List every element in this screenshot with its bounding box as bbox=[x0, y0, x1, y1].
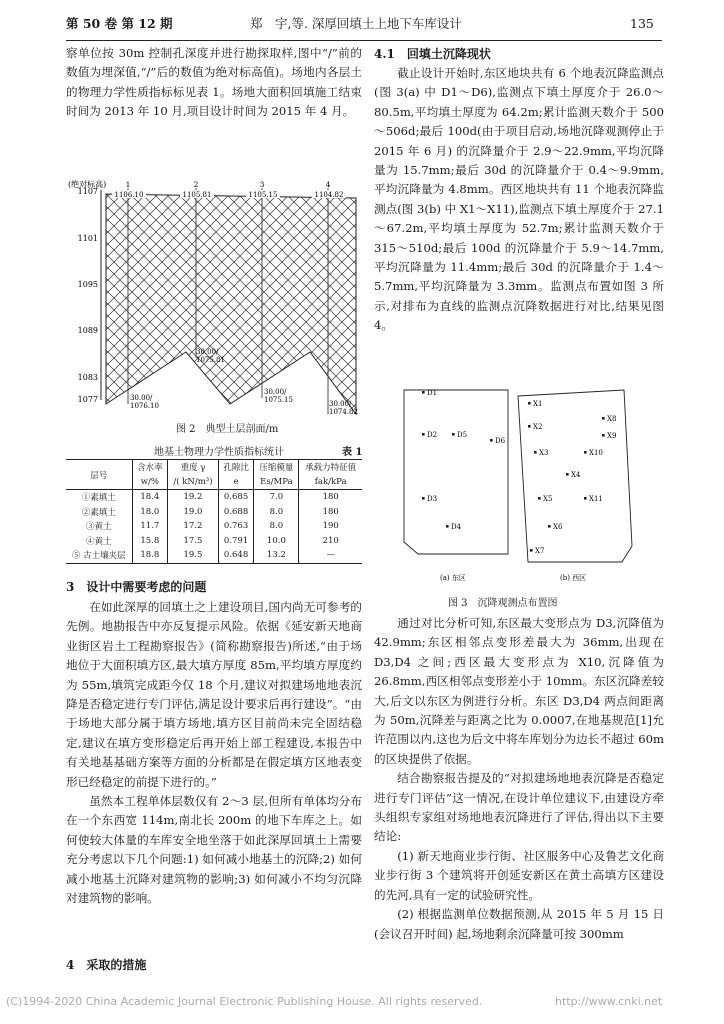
figure-2-soil-profile bbox=[66, 178, 366, 416]
borehole-bottom-label: 30.00/ 1075.81 bbox=[196, 348, 225, 364]
ytick: 1077 bbox=[77, 395, 98, 404]
header-rule bbox=[66, 40, 662, 41]
point-X4 bbox=[566, 471, 581, 479]
borehole-bottom-label: 30.00/ 1075.15 bbox=[264, 388, 293, 404]
cell-value: 17.2 bbox=[168, 519, 219, 534]
cell-value: 8.0 bbox=[254, 505, 299, 520]
cell-value: 18.0 bbox=[132, 505, 168, 520]
svg-text:X2: X2 bbox=[533, 423, 543, 431]
cell-layer: ③黄土 bbox=[86, 522, 112, 533]
th-modulus: 压缩模量 bbox=[254, 460, 299, 475]
fig2-yticks bbox=[78, 187, 98, 404]
cell-value: 0.685 bbox=[218, 490, 254, 505]
cell-value: 15.8 bbox=[132, 534, 168, 549]
point-D2 bbox=[422, 431, 437, 439]
borehole-top-label: 1104.82 bbox=[314, 191, 344, 199]
table-row bbox=[66, 534, 362, 549]
th-bearing-unit: fak/kPa bbox=[299, 475, 362, 490]
figure-3-monitoring-points bbox=[400, 386, 640, 586]
svg-text:D4: D4 bbox=[451, 523, 462, 531]
svg-text:D6: D6 bbox=[495, 437, 506, 445]
figure-3-caption: 图 3 沉降观测点布置图 bbox=[448, 598, 558, 609]
point-X3 bbox=[534, 449, 548, 457]
svg-text:X3: X3 bbox=[539, 449, 549, 457]
th-gamma-unit: /( kN/m³) bbox=[168, 475, 219, 490]
cell-layer: ⑤ 古土壤夹层 bbox=[66, 548, 132, 563]
figure-2-caption: 图 2 典型土层剖面/m bbox=[176, 424, 279, 435]
point-X2 bbox=[528, 423, 542, 431]
cell-value: 180 bbox=[299, 505, 362, 520]
cell-value: 180 bbox=[299, 490, 362, 505]
borehole-number: 3 bbox=[259, 180, 265, 189]
cell-value: 17.5 bbox=[168, 534, 219, 549]
borehole-bottom-label: 30.00/ 1074.82 bbox=[329, 400, 358, 416]
section-4-heading: 4 采取的措施 bbox=[66, 958, 147, 972]
th-water: 含水率 bbox=[132, 460, 168, 475]
svg-text:X10: X10 bbox=[589, 449, 603, 457]
borehole-top-label: 1105.15 bbox=[248, 191, 278, 199]
borehole-number: 2 bbox=[193, 180, 199, 189]
svg-text:X7: X7 bbox=[535, 547, 545, 555]
cell-value: 18.8 bbox=[132, 548, 168, 563]
svg-text:D1: D1 bbox=[427, 389, 438, 397]
borehole-number: 1 bbox=[125, 180, 131, 189]
point-X7 bbox=[530, 547, 544, 555]
cell-value: 18.4 bbox=[132, 490, 168, 505]
cnki-url: http://www.cnki.net bbox=[555, 995, 663, 1008]
right-body-continued: 通过对比分析可知,东区最大变形点为 D3,沉降值为 42.9mm;东区相邻点变形差最大为 36mm,出现在 D3,D4 之间;西区最大变形点为 X10,沉降值为 26.8mm,西区相邻点变形差小于 10mm。东区沉降差较大,后文以东区为例进行分析。东区 D3,D4 两点间距离为 50m,沉降差与距离之比为 0.0007,在地基规范[1]允许范围以内,这也为后文中将车库划分为边长不超过 60m 的区块提供了依据。 结合勘察报告提及的“对拟建场地地表沉降是否稳定进行专门评估”这一情况,在设计单位建议下,由建设方牵头组织专家组对场地地表沉降进行了评估,得出以下主要结论: (1) 新天地商业步行街、社区服务中心及鲁艺文化商业步行街 3 个建筑将开创延安新区在黄土高填方区建设的先河,具有一定的试验研究性。 (2) 根据监测单位数据预测,从 2015 年 5 月 15 日(会议召开时间) 起,场地剩余沉降量可按 300mm bbox=[374, 616, 664, 941]
svg-text:X11: X11 bbox=[589, 495, 603, 503]
section-4-1-heading: 4.1 回填土沉降现状 bbox=[374, 47, 491, 61]
point-X1 bbox=[528, 400, 542, 408]
point-X9 bbox=[602, 432, 616, 440]
cell-value: 190 bbox=[299, 519, 362, 534]
cell-value: 0.763 bbox=[218, 519, 254, 534]
running-title: 郑 宇,等. 深厚回填土上地下车库设计 bbox=[250, 16, 462, 31]
cell-value: 7.0 bbox=[254, 490, 299, 505]
borehole-number: 4 bbox=[325, 180, 331, 189]
cell-value: 10.0 bbox=[254, 534, 299, 549]
cell-value: 0.791 bbox=[218, 534, 254, 549]
table-row bbox=[66, 519, 362, 534]
point-X5 bbox=[538, 495, 552, 503]
cell-value: 19.2 bbox=[168, 490, 219, 505]
copyright-footer: (C)1994-2020 China Academic Journal Electronic Publishing House. All rights reserved. bbox=[6, 995, 483, 1008]
subcaption-b: (b) 西区 bbox=[560, 574, 587, 582]
cell-layer: ④黄土 bbox=[86, 536, 112, 547]
journal-issue: 第 50 卷 第 12 期 bbox=[66, 16, 173, 31]
table-1 bbox=[66, 459, 362, 564]
fig2-ylabel: (绝对标高) bbox=[68, 180, 107, 189]
cell-value: 19.5 bbox=[168, 548, 219, 563]
cell-value: 0.688 bbox=[218, 505, 254, 520]
svg-text:D2: D2 bbox=[427, 431, 438, 439]
th-layer: 层号 bbox=[66, 460, 132, 490]
th-modulus-unit: Es/MPa bbox=[254, 475, 299, 490]
point-X10 bbox=[584, 449, 603, 457]
svg-text:D5: D5 bbox=[457, 431, 468, 439]
cell-layer: ①素填土 bbox=[81, 493, 116, 504]
section-3-heading: 3 设计中需要考虑的问题 bbox=[66, 580, 207, 594]
svg-text:D3: D3 bbox=[427, 495, 438, 503]
table-row bbox=[66, 548, 362, 563]
cell-value: 0.648 bbox=[218, 548, 254, 563]
svg-text:X9: X9 bbox=[607, 432, 617, 440]
fig2-fill-zone bbox=[106, 194, 356, 414]
svg-text:X4: X4 bbox=[571, 471, 581, 479]
table-row bbox=[66, 505, 362, 520]
cell-value: 8.0 bbox=[254, 519, 299, 534]
ytick: 1083 bbox=[77, 373, 98, 382]
cell-value: 13.2 bbox=[254, 548, 299, 563]
th-bearing: 承载力特征值 bbox=[299, 460, 362, 475]
th-water-unit: w/% bbox=[132, 475, 168, 490]
th-gamma: 重度 γ bbox=[168, 460, 219, 475]
table-row bbox=[66, 490, 362, 505]
point-X11 bbox=[584, 495, 603, 503]
point-X6 bbox=[548, 523, 563, 531]
ytick: 1095 bbox=[77, 280, 98, 289]
ytick: 1107 bbox=[77, 187, 98, 196]
subcaption-a: (a) 东区 bbox=[440, 574, 466, 582]
svg-text:X6: X6 bbox=[553, 523, 563, 531]
svg-text:X1: X1 bbox=[533, 400, 543, 408]
cell-value: 210 bbox=[299, 534, 362, 549]
point-D5 bbox=[452, 431, 467, 439]
cell-value: 11.7 bbox=[132, 519, 168, 534]
th-void: 孔隙比 bbox=[218, 460, 254, 475]
point-D6 bbox=[490, 437, 506, 445]
cell-layer: ②素填土 bbox=[81, 507, 116, 518]
point-X8 bbox=[602, 415, 616, 423]
section-3-body: 在如此深厚的回填土之上建设项目,国内尚无可参考的先例。地勘报告中亦反复提示风险。依据《延安新天地商业街区岩土工程勘察报告》(简称勘察报告)所述,“由于场地位于大面积填方区,最大填方厚度 85m,平均填方厚度约为 55m,填筑完成距今仅 18 个月,建议对拟建场地地表沉降是否稳定进行专门评估,满足设计要求后再行建设”。“由于场地大部分属于填方场地,填方区目前尚未完全固结稳定,建议在填方变形稳定后再开始上部工程建设,本报告中有关地基基础方案等方面的分析都是在假定填方区地表变形已经稳定的前提下进行的。” 虽然本工程单体层数仅有 2～3 层,但所有单体均分布在一个东西宽 114m,南北长 200m 的地下车库之上。如何使较大体量的车库安全地坐落于如此深厚回填土上需要充分考虑以下几个问题:1) 如何减小地基土的沉降;2) 如何减小地基土沉降对建筑物的影响;3) 如何减小不均匀沉降对建筑物的影响。 bbox=[66, 600, 362, 906]
cell-value: — bbox=[299, 548, 362, 563]
borehole-bottom-label: 30.00/ 1076.10 bbox=[130, 394, 159, 410]
page-number: 135 bbox=[630, 16, 654, 31]
svg-text:X5: X5 bbox=[543, 495, 553, 503]
ytick: 1101 bbox=[77, 234, 98, 243]
cell-value: 19.0 bbox=[168, 505, 219, 520]
section-4-1-body: 截止设计开始时,东区地块共有 6 个地表沉降监测点(图 3(a) 中 D1～D6),监测点下填土厚度介于 26.0～80.5m,平均填土厚度为 64.2m;累计监测天数介于 500～506d;最后 100d(由于项目启动,场地沉降观测停止于 2015 年 6 月) 的沉降量介于 2.9～22.9mm,平均沉降量为 15.7mm;最后 30d 的沉降量介于 0.4～9.9mm,平均沉降量为 4.8mm。西区地块共有 11 个地表沉降监测点(图 3(b) 中 X1～X11),监测点下填土厚度介于 27.1～67.2m,平均填土厚度为 52.7m;累计监测天数介于 315～510d;最后 100d 的沉降量介于 5.9～14.7mm,平均沉降量为 11.4mm;最后 30d 的沉降量介于 1.4～5.7mm,平均沉降量为 3.3mm。监测点布置如图 3 所示,对排布为直线的监测点沉降数据进行对比,结果见图 4。 bbox=[374, 66, 664, 333]
table-1-title: 地基土物理力学性质指标统计 bbox=[154, 447, 284, 458]
left-intro-paragraph: 察单位按 30m 控制孔深度并进行勘探取样,图中“/”前的数值为埋深值,“/”后的数值为绝对标高值)。场地内各层土的物理力学性质指标标见表 1。场地大面积回填施工结束时间为 2013 年 10 月,项目设计时间为 2015 年 4 月。 bbox=[66, 46, 362, 119]
borehole-top-label: 1105.81 bbox=[182, 191, 212, 199]
svg-text:X8: X8 bbox=[607, 415, 617, 423]
point-D4 bbox=[446, 523, 462, 531]
ytick: 1089 bbox=[77, 326, 98, 335]
point-D3 bbox=[422, 495, 437, 503]
table-1-label: 表 1 bbox=[342, 447, 363, 458]
borehole-top-label: 1106.10 bbox=[114, 191, 144, 199]
th-void-unit: e bbox=[218, 475, 254, 490]
